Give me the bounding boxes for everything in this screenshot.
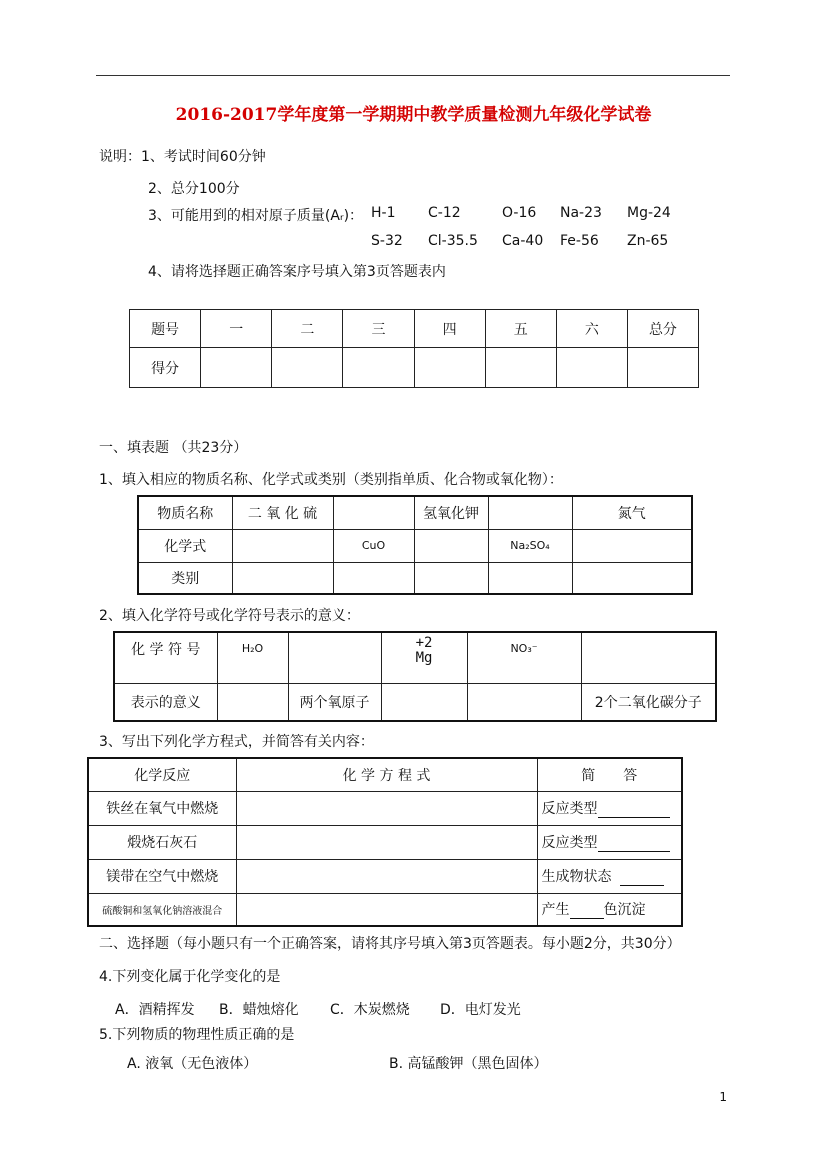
t3-header-reaction: 化学反应 xyxy=(88,758,236,791)
q5-option-b[interactable]: B. 高锰酸钾（黑色固体） xyxy=(389,1056,548,1072)
score-header-4: 四 xyxy=(414,310,485,348)
t3-r3-reaction: 镁带在空气中燃烧 xyxy=(88,859,236,893)
t3-r2-answer-label: 反应类型 xyxy=(541,835,598,851)
t2-r2-label: 表示的意义 xyxy=(114,683,217,721)
t1-r2-c2[interactable] xyxy=(232,529,333,562)
score-row-label: 得分 xyxy=(130,348,201,388)
t3-r3-blank[interactable] xyxy=(620,871,664,886)
mass-mg: Mg-24 xyxy=(627,205,671,221)
header-rule xyxy=(96,75,730,76)
page-number: 1 xyxy=(719,1090,727,1104)
t3-r2-answer[interactable] xyxy=(537,825,682,859)
q1-text: 1、填入相应的物质名称、化学式或类别（类别指单质、化合物或氧化物）： xyxy=(99,472,563,488)
t2-two-co2: 2个二氧化碳分子 xyxy=(581,683,716,721)
t1-r3-c5[interactable] xyxy=(488,562,572,594)
mg-charge: +2 xyxy=(415,635,433,651)
t2-r1-c6[interactable] xyxy=(581,632,716,683)
t1-r1-c4: 氢氧化钾 xyxy=(414,496,488,529)
t3-r3-answer[interactable] xyxy=(537,859,682,893)
t3-r3-answer-label: 生成物状态 xyxy=(541,869,612,885)
score-cell-6[interactable] xyxy=(556,348,627,388)
t1-r1-c1: 物质名称 xyxy=(138,496,232,529)
t3-r2-blank[interactable] xyxy=(598,837,670,852)
t3-r1-equation[interactable] xyxy=(236,791,537,825)
score-cell-2[interactable] xyxy=(272,348,343,388)
t1-r1-c2: 二 氧 化 硫 xyxy=(232,496,333,529)
score-cell-3[interactable] xyxy=(343,348,414,388)
note-1: 说明：1、考试时间60分钟 xyxy=(99,149,266,165)
score-header-label: 题号 xyxy=(130,310,201,348)
score-header-6: 六 xyxy=(556,310,627,348)
note-3-ar: Aᵣ xyxy=(330,208,344,224)
t3-r1-answer-label: 反应类型 xyxy=(541,801,598,817)
t3-r4-answer-a: 产生 xyxy=(541,902,570,919)
note-3-suffix: )： xyxy=(343,208,364,224)
note-2: 2、总分100分 xyxy=(148,181,240,197)
score-header-5: 五 xyxy=(485,310,556,348)
t2-two-o: 两个氧原子 xyxy=(288,683,381,721)
mg-ion-symbol xyxy=(416,636,433,666)
t1-r3-c6[interactable] xyxy=(572,562,692,594)
t2-r2-c2[interactable] xyxy=(217,683,288,721)
t1-r2-c3: CuO xyxy=(333,529,414,562)
section1-title: 一、填表题 （共23分） xyxy=(99,440,248,456)
substance-table xyxy=(137,495,693,595)
score-header-1: 一 xyxy=(201,310,272,348)
t3-r1-answer[interactable] xyxy=(537,791,682,825)
t3-r4-answer-b: 色沉淀 xyxy=(603,902,646,919)
t3-r1-reaction: 铁丝在氧气中燃烧 xyxy=(88,791,236,825)
t3-r4-blank[interactable] xyxy=(570,904,604,919)
score-header-3: 三 xyxy=(343,310,414,348)
mass-h: H-1 xyxy=(371,205,396,221)
section2-title: 二、选择题（每小题只有一个正确答案，请将其序号填入第3页答题表。每小题2分，共30分） xyxy=(99,936,681,952)
mass-s: S-32 xyxy=(371,233,403,249)
score-header-2: 二 xyxy=(272,310,343,348)
t1-r3-c4[interactable] xyxy=(414,562,488,594)
mass-c: C-12 xyxy=(428,205,461,221)
note-3-prefix: 3、可能用到的相对原子质量( xyxy=(148,208,331,224)
t3-header-equation: 化 学 方 程 式 xyxy=(236,758,537,791)
note-4: 4、请将选择题正确答案序号填入第3页答题表内 xyxy=(148,264,446,280)
t2-h2o: H₂O xyxy=(217,632,288,683)
score-cell-1[interactable] xyxy=(201,348,272,388)
t3-header-answer: 简 答 xyxy=(537,758,682,791)
t2-r2-c5[interactable] xyxy=(467,683,581,721)
t1-r1-c3[interactable] xyxy=(333,496,414,529)
t3-r2-equation[interactable] xyxy=(236,825,537,859)
t1-r3-c1: 类别 xyxy=(138,562,232,594)
mass-zn: Zn-65 xyxy=(627,233,669,249)
t1-r3-c3[interactable] xyxy=(333,562,414,594)
t1-r3-c2[interactable] xyxy=(232,562,333,594)
q4-option-b[interactable]: B．蜡烛熔化 xyxy=(219,1002,299,1018)
t1-r2-c5: Na₂SO₄ xyxy=(488,529,572,562)
t1-r2-c6[interactable] xyxy=(572,529,692,562)
equation-table xyxy=(87,757,683,927)
t1-r1-c6: 氮气 xyxy=(572,496,692,529)
mass-ca: Ca-40 xyxy=(502,233,544,249)
score-cell-4[interactable] xyxy=(414,348,485,388)
q3-text: 3、写出下列化学方程式，并简答有关内容： xyxy=(99,734,374,750)
mass-na: Na-23 xyxy=(560,205,602,221)
symbol-table xyxy=(113,631,717,722)
score-table xyxy=(129,309,699,388)
t1-r2-c4[interactable] xyxy=(414,529,488,562)
t3-r4-equation[interactable] xyxy=(236,893,537,926)
t3-r1-blank[interactable] xyxy=(598,803,670,818)
mass-o: O-16 xyxy=(502,205,537,221)
mg-symbol: Mg xyxy=(415,650,433,666)
q5-option-a[interactable]: A. 液氧（无色液体） xyxy=(127,1056,258,1072)
t3-r2-reaction: 煅烧石灰石 xyxy=(88,825,236,859)
q4-text: 4.下列变化属于化学变化的是 xyxy=(99,969,281,985)
t3-r4-answer[interactable] xyxy=(537,893,682,926)
q2-text: 2、填入化学符号或化学符号表示的意义： xyxy=(99,608,360,624)
t2-r1-label: 化 学 符 号 xyxy=(114,632,217,683)
note-3 xyxy=(148,205,363,225)
t2-mg-ion xyxy=(381,632,467,683)
score-cell-5[interactable] xyxy=(485,348,556,388)
t3-r4-reaction: 硫酸铜和氢氧化钠溶液混合 xyxy=(88,893,236,926)
t3-r3-equation[interactable] xyxy=(236,859,537,893)
mass-fe: Fe-56 xyxy=(560,233,599,249)
t2-no3: NO₃⁻ xyxy=(467,632,581,683)
score-cell-total[interactable] xyxy=(627,348,698,388)
t1-r2-c1: 化学式 xyxy=(138,529,232,562)
t2-r1-c3[interactable] xyxy=(288,632,381,683)
page-title: 2016-2017学年度第一学期期中教学质量检测九年级化学试卷 xyxy=(175,105,652,125)
mass-cl: Cl-35.5 xyxy=(428,233,478,249)
q4-option-c[interactable]: C．木炭燃烧 xyxy=(330,1002,410,1018)
t2-r2-c4[interactable] xyxy=(381,683,467,721)
t1-r1-c5[interactable] xyxy=(488,496,572,529)
q4-option-d[interactable]: D．电灯发光 xyxy=(440,1002,521,1018)
score-header-total: 总分 xyxy=(627,310,698,348)
q5-text: 5.下列物质的物理性质正确的是 xyxy=(99,1027,295,1043)
q4-option-a[interactable]: A．酒精挥发 xyxy=(115,1002,195,1018)
